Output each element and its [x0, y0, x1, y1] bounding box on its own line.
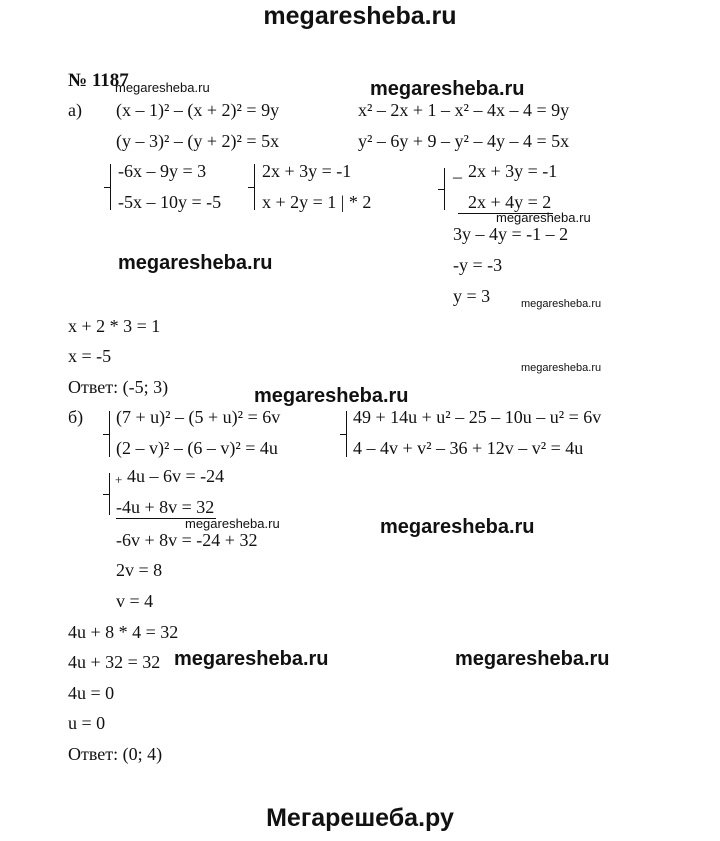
part-b-step6: 4u = 0: [68, 683, 115, 703]
watermark-inline: megaresheba.ru: [380, 516, 535, 538]
watermark-inline: megaresheba.ru: [115, 80, 210, 95]
part-b-step5: 4u + 32 = 32: [68, 652, 161, 672]
watermark-bottom: Мегарешеба.ру: [266, 804, 454, 832]
part-a-eq2-expanded: y² – 6y + 9 – y² – 4y – 4 = 5x: [358, 131, 570, 151]
watermark-inline: megaresheba.ru: [521, 362, 602, 374]
part-b-step1: -6v + 8v = -24 + 32: [116, 530, 258, 550]
part-a-step5: x = -5: [68, 346, 112, 366]
part-a-eq1: (x – 1)² – (x + 2)² = 9y: [116, 100, 280, 120]
part-a-sys3-line2: 2x + 4y = 2: [458, 192, 553, 214]
problem-number: № 1187: [68, 70, 129, 91]
part-b-step2: 2v = 8: [116, 560, 163, 580]
part-b-label: б): [68, 407, 84, 427]
part-a-label: а): [68, 100, 82, 120]
watermark-inline: megaresheba.ru: [118, 252, 273, 274]
part-b-eq2-expanded: 4 – 4v + v² – 36 + 12v – v² = 4u: [353, 438, 584, 458]
part-a-answer: Ответ: (-5; 3): [68, 377, 169, 397]
part-a-eq1-expanded: x² – 2x + 1 – x² – 4x – 4 = 9y: [358, 100, 570, 120]
part-a-sys3-line1: 2x + 3y = -1: [468, 161, 558, 181]
watermark-top: megaresheba.ru: [263, 2, 457, 30]
system-brace: [109, 411, 116, 457]
watermark-inline: megaresheba.ru: [455, 648, 610, 670]
part-a-step1: 3y – 4y = -1 – 2: [453, 224, 569, 244]
plus-sign: +: [115, 472, 123, 487]
part-a-sys2-line2: x + 2y = 1 | * 2: [262, 192, 372, 212]
part-b-step7: u = 0: [68, 713, 106, 733]
part-b-sys-line2: -4u + 8v = 32: [116, 497, 215, 517]
part-b-eq2: (2 – v)² – (6 – v)² = 4u: [116, 438, 278, 458]
part-a-step4: x + 2 * 3 = 1: [68, 316, 161, 336]
part-a-step2: -y = -3: [453, 255, 503, 275]
part-b-answer: Ответ: (0; 4): [68, 744, 163, 764]
watermark-inline: megaresheba.ru: [174, 648, 329, 670]
part-a-eq2: (y – 3)² – (y + 2)² = 5x: [116, 131, 280, 151]
system-brace: [444, 168, 451, 210]
system-brace: [254, 164, 261, 210]
minus-sign: _: [453, 160, 462, 180]
watermark-inline: megaresheba.ru: [370, 78, 525, 100]
watermark-inline: megaresheba.ru: [185, 516, 280, 531]
part-a-sys1-line1: -6x – 9y = 3: [118, 161, 207, 181]
part-b-eq1-expanded: 49 + 14u + u² – 25 – 10u – u² = 6v: [353, 407, 602, 427]
system-brace: [346, 411, 353, 457]
watermark-inline: megaresheba.ru: [254, 385, 409, 407]
part-b-step3: v = 4: [116, 591, 154, 611]
part-a-sys1-line2: -5x – 10y = -5: [118, 192, 222, 212]
watermark-inline: megaresheba.ru: [521, 298, 602, 310]
watermark-inline: megaresheba.ru: [496, 210, 591, 225]
part-b-sys-line1: 4u – 6v = -24: [127, 466, 225, 486]
part-a-step3: y = 3: [453, 286, 491, 306]
part-a-sys2-line1: 2x + 3y = -1: [262, 161, 352, 181]
part-b-eq1: (7 + u)² – (5 + u)² = 6v: [116, 407, 281, 427]
system-brace: [110, 164, 117, 210]
part-b-step4: 4u + 8 * 4 = 32: [68, 622, 179, 642]
